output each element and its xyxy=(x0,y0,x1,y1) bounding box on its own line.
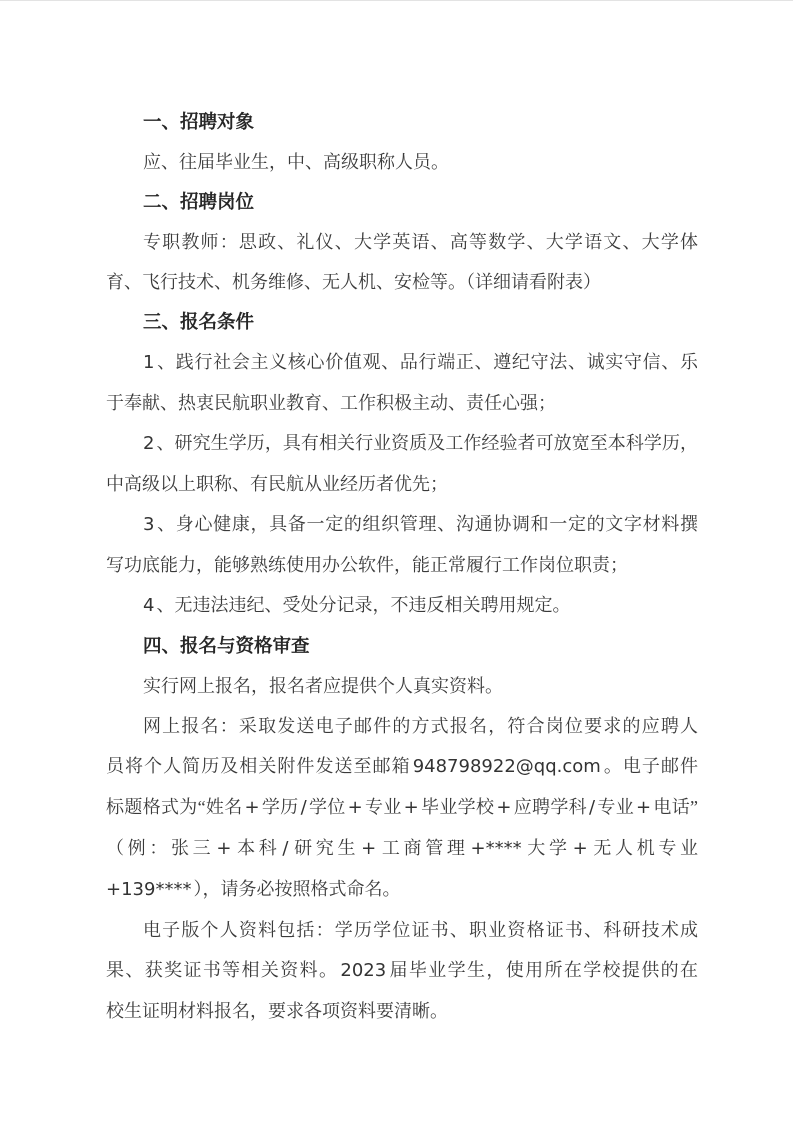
text-line xyxy=(106,423,698,464)
latin-text-run: + xyxy=(216,838,232,859)
latin-text-run: 3 xyxy=(143,514,155,535)
cjk-text-run: 专业 xyxy=(364,797,402,817)
section-heading xyxy=(106,626,698,666)
cjk-text-run: 研究生 xyxy=(290,838,360,858)
cjk-text-run: 届毕业学生，使用所在学校提供的在 xyxy=(388,960,699,980)
cjk-text-run: （例：张三 xyxy=(106,838,215,858)
cjk-text-run: 电子版个人资料包括：学历学位证书、职业资格证书、科研技术成 xyxy=(143,920,698,940)
cjk-text-run: ），请务必按照格式命名。 xyxy=(193,879,401,899)
cjk-text-run: 、身心健康，具备一定的组织管理、沟通协调和一定的文字材料撰 xyxy=(156,514,698,534)
text-line xyxy=(106,950,698,991)
cjk-text-run: 标题格式为“姓名 xyxy=(106,797,243,817)
cjk-text-run: 、践行社会主义核心价值观、品行端正、遵纪守法、诚实守信、乐 xyxy=(156,352,698,372)
page-top-edge xyxy=(0,0,793,1)
text-line xyxy=(106,464,698,504)
text-line xyxy=(106,706,698,746)
cjk-text-run: 写功底能力，能够熟练使用办公软件，能正常履行工作岗位职责； xyxy=(106,555,628,575)
text-line xyxy=(106,342,698,383)
cjk-text-run: 毕业学校 xyxy=(420,797,495,817)
cjk-text-run: 员将个人简历及相关附件发送至邮箱 xyxy=(106,756,411,776)
cjk-text-run: 一、招聘对象 xyxy=(143,111,255,132)
latin-text-run: + xyxy=(636,797,652,818)
cjk-text-run: 学历 xyxy=(261,797,299,817)
latin-text-run: + xyxy=(347,797,363,818)
cjk-text-run: 、无违法违纪、受处分记录，不违反相关聘用规定。 xyxy=(156,595,571,615)
cjk-text-run: 工商管理 xyxy=(378,838,469,858)
text-line xyxy=(106,504,698,545)
latin-text-run: / xyxy=(588,797,596,818)
cjk-text-run: 电话” xyxy=(653,797,699,817)
text-line xyxy=(106,666,698,706)
cjk-text-run: 校生证明材料报名，要求各项资料要清晰。 xyxy=(106,1001,448,1021)
latin-text-run: + xyxy=(244,797,260,818)
cjk-text-run: 二、招聘岗位 xyxy=(143,191,255,212)
cjk-text-run: 。电子邮件 xyxy=(602,756,699,776)
document-body xyxy=(106,102,698,1031)
text-line xyxy=(106,869,698,910)
text-line xyxy=(106,585,698,626)
latin-text-run: 948798922@qq.com xyxy=(412,756,601,777)
cjk-text-run: 果、获奖证书等相关资料。 xyxy=(106,960,339,980)
text-line xyxy=(106,828,698,869)
latin-text-run: + xyxy=(403,797,419,818)
latin-text-run: + xyxy=(572,838,588,859)
cjk-text-run: 中高级以上职称、有民航从业经历者优先； xyxy=(106,474,448,494)
text-line xyxy=(106,991,698,1031)
text-line xyxy=(106,787,698,828)
cjk-text-run: 大学 xyxy=(523,838,571,858)
section-heading xyxy=(106,302,698,342)
cjk-text-run: 育、飞行技术、机务维修、无人机、安检等。（详细请看附表） xyxy=(106,272,601,292)
latin-text-run: 1 xyxy=(143,352,155,373)
cjk-text-run: 、研究生学历，具有相关行业资质及工作经验者可放宽至本科学历， xyxy=(156,433,698,453)
text-line xyxy=(106,262,698,302)
latin-text-run: +**** xyxy=(470,838,522,859)
latin-text-run: +139**** xyxy=(106,879,192,900)
text-line xyxy=(106,545,698,585)
latin-text-run: 2 xyxy=(143,433,155,454)
text-line xyxy=(106,142,698,182)
text-line xyxy=(106,910,698,950)
cjk-text-run: 无人机专业 xyxy=(589,838,699,858)
cjk-text-run: 学位 xyxy=(308,797,346,817)
cjk-text-run: 实行网上报名，报名者应提供个人真实资料。 xyxy=(143,676,503,696)
cjk-text-run: 专业 xyxy=(597,797,635,817)
section-heading xyxy=(106,102,698,142)
document-page xyxy=(106,102,698,1031)
cjk-text-run: 本科 xyxy=(233,838,281,858)
cjk-text-run: 应聘学科 xyxy=(513,797,587,817)
cjk-text-run: 四、报名与资格审查 xyxy=(143,635,310,656)
cjk-text-run: 于奉献、热衷民航职业教育、工作积极主动、责任心强； xyxy=(106,393,556,413)
text-line xyxy=(106,383,698,423)
section-heading xyxy=(106,182,698,222)
latin-text-run: + xyxy=(361,838,377,859)
text-line xyxy=(106,222,698,262)
cjk-text-run: 三、报名条件 xyxy=(143,311,255,332)
latin-text-run: + xyxy=(496,797,512,818)
latin-text-run: / xyxy=(282,838,289,859)
latin-text-run: / xyxy=(300,797,307,818)
text-line xyxy=(106,746,698,787)
latin-text-run: 4 xyxy=(143,595,155,616)
cjk-text-run: 网上报名：采取发送电子邮件的方式报名，符合岗位要求的应聘人 xyxy=(143,716,698,736)
cjk-text-run: 专职教师：思政、礼仪、大学英语、高等数学、大学语文、大学体 xyxy=(143,232,698,252)
latin-text-run: 2023 xyxy=(340,960,387,981)
cjk-text-run: 应、往届毕业生，中、高级职称人员。 xyxy=(143,152,449,172)
